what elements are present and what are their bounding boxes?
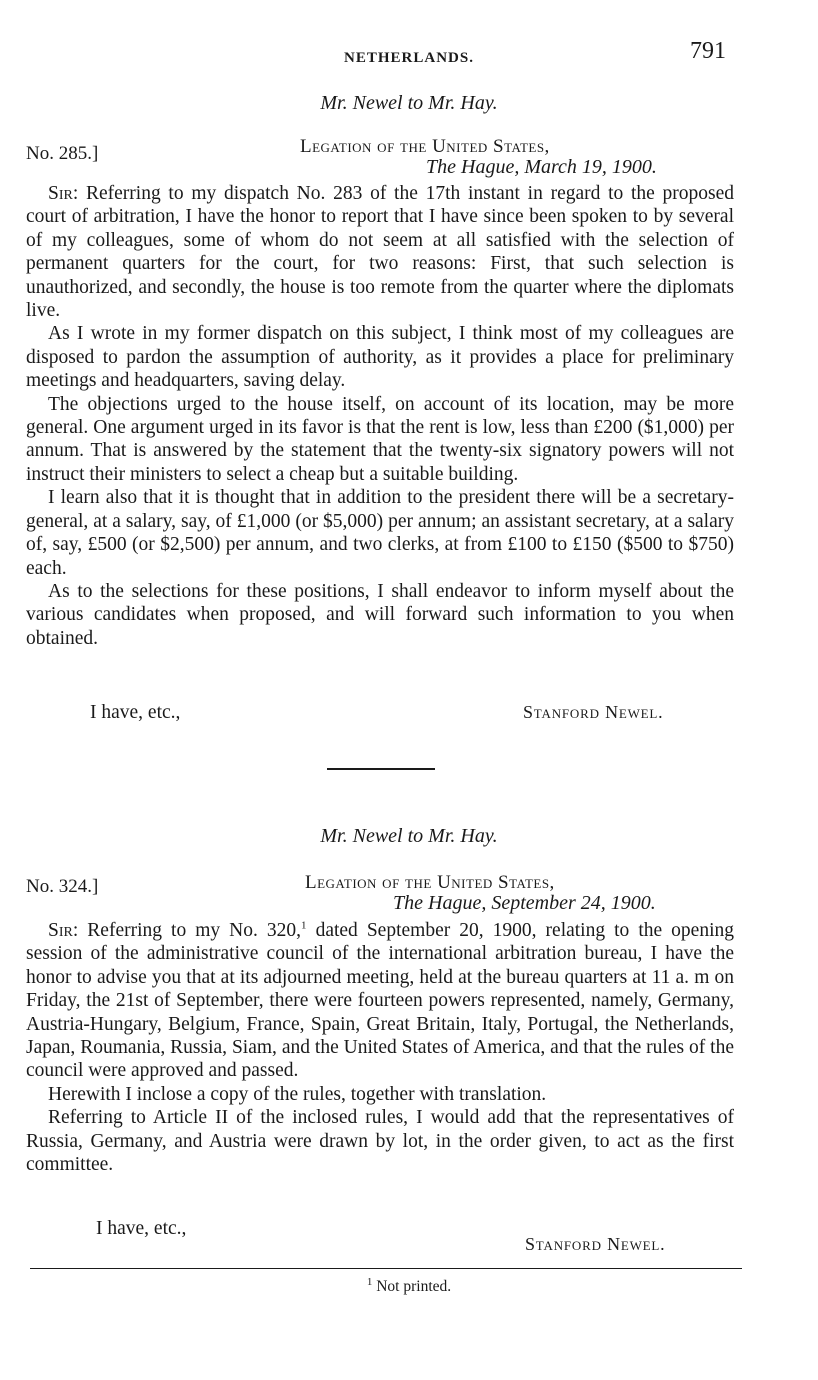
- letter-1-paragraph: The objections urged to the house itself, on account of its location, may be more general. One argument urged in its favor is that the rent is low, less than £200 ($1,000) per annum. That is answered by the statement that the twenty-six signatory powers will not instruct their ministers to select a cheap but a suitable building.: [26, 393, 734, 485]
- letter-1-number: No. 285.]: [26, 143, 99, 164]
- letter-2-salutation: Sir:: [48, 920, 79, 941]
- letter-2-paragraph: Herewith I inclose a copy of the rules, together with translation.: [48, 1083, 547, 1105]
- footnote: [0, 1275, 818, 1296]
- letter-1-paragraph: Sir: Referring to my dispatch No. 283 of the 17th instant in regard to the proposed court of arbitration, I have the honor to report that I have since been spoken to by several of my colleagues, some of whom do not seem at all satisfied with the selection of permanent quarters for the court, for two reasons: First, that such selection is unauthorized, and secondly, the house is too remote from the quarter where the diplomats live.: [26, 183, 735, 322]
- footnote-text: Not printed.: [376, 1278, 452, 1295]
- letter-2-dateline: The Hague, September 24, 1900.: [393, 892, 656, 914]
- letter-1-closing: I have, etc.,: [90, 702, 181, 723]
- letter-2-closing: I have, etc.,: [96, 1218, 187, 1239]
- section-divider: [327, 768, 435, 770]
- footnote-reference: 1: [301, 919, 307, 932]
- letter-1-paragraph: I learn also that it is thought that in addition to the president there will be a secretary-general, at a salary, say, of £1,000 (or $5,000) per annum; an assistant secretary, at a salary of, say, £500 (or $2,500) per annum, and two clerks, at from £100 to £150 ($500 to $750) each.: [26, 487, 734, 579]
- letter-1-paragraph: As I wrote in my former dispatch on this subject, I think most of my colleagues are disposed to pardon the assumption of authority, as it provides a place for preliminary meetings and headquarters, saving delay.: [26, 323, 734, 392]
- letter-2-paragraph: Sir: Referring to my No. 320,$^1$ dated September 20, 1900, relating to the opening session of the administrative council of the international arbitration bureau, I have the honor to advise you that at its adjourned meeting, held at the bureau quarters at 11 a. m on Friday, the 21st of September, there were fourteen powers represented, namely, Germany, Austria-Hungary, Belgium, France, Spain, Great Britain, Italy, Portugal, the Netherlands, Japan, Roumania, Russia, Siam, and the United States of America, and that the rules of the council were approved and passed.: [26, 919, 734, 1082]
- page-number: 791: [690, 38, 726, 64]
- letter-2-heading: Mr. Newel to Mr. Hay.: [320, 825, 498, 847]
- letter-2-legation: Legation of the United States,: [305, 872, 555, 893]
- footnote-marker: 1: [366, 1275, 373, 1288]
- letter-1-paragraph: As to the selections for these positions, I shall endeavor to inform myself about the various candidates when proposed, and will forward such information to you when obtained.: [26, 580, 734, 649]
- letter-2-paragraph: Referring to Article II of the inclosed rules, I would add that the representatives of Russia, Germany, and Austria were drawn by lot, in the order given, to act as the first committee.: [26, 1107, 734, 1176]
- letter-1-salutation: Sir:: [48, 183, 79, 204]
- letter-2-number: No. 324.]: [26, 876, 99, 897]
- letter-1-dateline: The Hague, March 19, 1900.: [426, 156, 657, 178]
- letter-1-heading: Mr. Newel to Mr. Hay.: [320, 92, 498, 114]
- running-head: NETHERLANDS.: [344, 50, 474, 66]
- letter-2-signature: Stanford Newel.: [525, 1234, 666, 1254]
- letter-1-signature: Stanford Newel.: [523, 702, 664, 722]
- letter-1-body: [26, 182, 734, 650]
- footnote-rule: [30, 1268, 742, 1269]
- letter-2-body: [26, 919, 734, 1176]
- letter-1-legation: Legation of the United States,: [300, 136, 550, 157]
